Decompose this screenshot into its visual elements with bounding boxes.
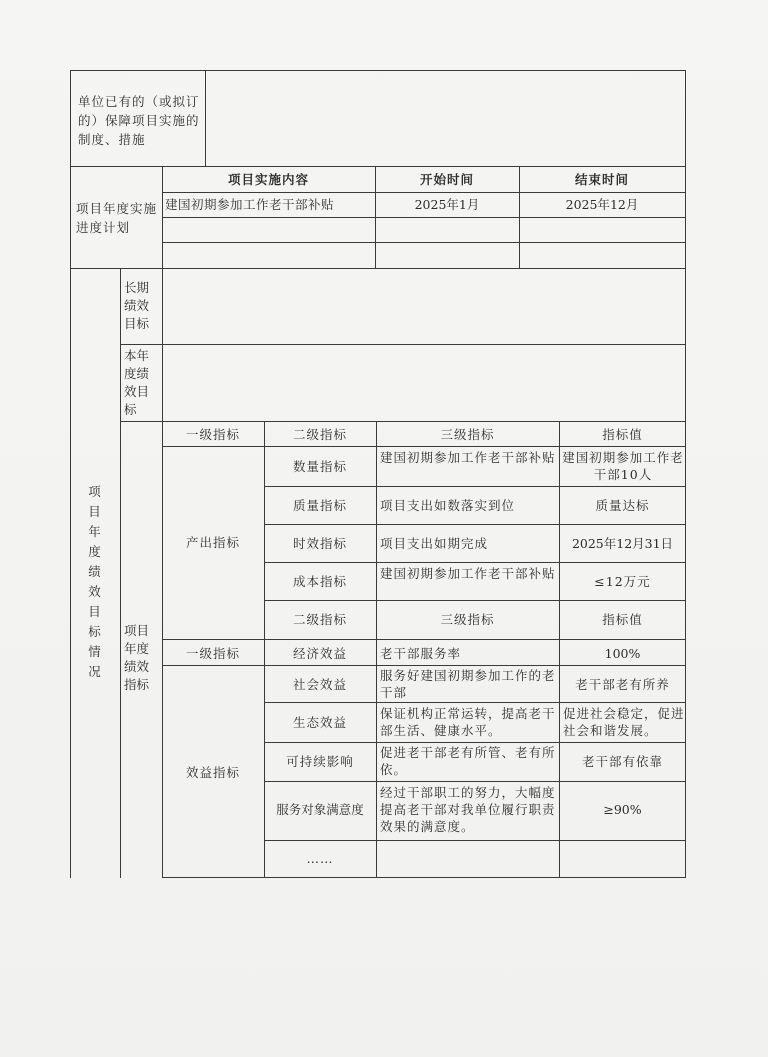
long-term-label: 长期绩效目标 [124, 280, 150, 331]
l3-cell: 老干部服务率 [380, 646, 462, 661]
l2-cell: 经济效益 [292, 646, 347, 661]
l3-cell: 项目支出如数落实到位 [380, 498, 516, 513]
schedule-cell: 2025年12月 [565, 197, 639, 212]
output-label: 产出指标 [185, 535, 240, 550]
l2-cell: 社会效益 [292, 677, 347, 692]
col-header: 三级指标 [440, 427, 495, 442]
schedule-header-end: 结束时间 [574, 172, 629, 187]
l2-cell: 数量指标 [292, 459, 347, 474]
l2-cell: 质量指标 [292, 498, 347, 513]
level1-label: 一级指标 [185, 646, 240, 661]
schedule-header-content: 项目实施内容 [227, 172, 309, 187]
schedule-label: 项目年度实施进度计划 [76, 201, 158, 235]
rule [162, 268, 163, 878]
rule [264, 524, 686, 525]
schedule-header-start: 开始时间 [419, 172, 474, 187]
col-header: 一级指标 [185, 427, 240, 442]
rule [264, 600, 686, 601]
rule [120, 421, 686, 422]
rule [376, 421, 377, 878]
rule [70, 70, 686, 71]
value-cell: 质量达标 [595, 498, 650, 513]
value-cell: ≥90% [603, 802, 642, 817]
l2-cell: 可持续影响 [286, 754, 354, 769]
measures-label: 单位已有的（或拟订的）保障项目实施的制度、措施 [78, 94, 200, 147]
rule [264, 486, 686, 487]
l3-cell: 促进老干部老有所管、老有所依。 [380, 745, 556, 777]
rule [162, 665, 686, 666]
l3-cell: 建国初期参加工作老干部补贴 [380, 566, 556, 581]
l3-cell: 经过干部职工的努力，大幅度提高老干部对我单位履行职责效果的满意度。 [380, 785, 556, 834]
col-header: 二级指标 [292, 612, 347, 627]
rule [162, 192, 686, 193]
perf-side-label: 项目年度绩效目标情况 [88, 484, 102, 679]
value-cell: 老干部老有所养 [575, 677, 670, 692]
rule [264, 840, 686, 841]
rule [162, 639, 686, 640]
rule [264, 562, 686, 563]
value-cell: 建国初期参加工作老干部10人 [562, 450, 684, 482]
l2-cell: 时效指标 [292, 536, 347, 551]
l3-cell: 项目支出如期完成 [380, 536, 489, 551]
value-cell: 2025年12月31日 [571, 536, 674, 551]
schedule-cell: 建国初期参加工作老干部补贴 [165, 197, 335, 212]
rule [264, 702, 686, 703]
annual-label: 本年度绩效目标 [124, 348, 150, 417]
l3-cell: 服务好建国初期参加工作的老干部 [380, 668, 556, 700]
l3-cell: 建国初期参加工作老干部补贴 [380, 450, 556, 465]
rule [264, 742, 686, 743]
value-cell: 100% [604, 646, 641, 661]
rule [162, 877, 686, 878]
value-cell: 老干部有依靠 [581, 754, 663, 769]
l2-cell: 服务对象满意度 [276, 802, 364, 817]
col-header: 二级指标 [292, 427, 347, 442]
benefit-label: 效益指标 [185, 765, 240, 780]
rule [162, 446, 686, 447]
rule [120, 344, 686, 345]
schedule-cell: 2025年1月 [414, 197, 480, 212]
indicator-label: 项目年度绩效指标 [124, 623, 150, 692]
col-header: 指标值 [602, 612, 643, 627]
l2-cell: 生态效益 [292, 715, 347, 730]
rule [205, 70, 206, 166]
rule [162, 217, 686, 218]
rule [162, 242, 686, 243]
l2-cell: 成本指标 [292, 574, 347, 589]
rule [120, 268, 121, 878]
l3-cell: 保证机构正常运转，提高老干部生活、健康水平。 [380, 706, 556, 738]
rule [264, 781, 686, 782]
col-header: 指标值 [602, 427, 643, 442]
ellipsis: …… [306, 851, 334, 866]
rule [70, 70, 71, 878]
value-cell: ≤12万元 [594, 574, 651, 589]
value-cell: 促进社会稳定，促进社会和谐发展。 [563, 706, 685, 738]
col-header: 三级指标 [440, 612, 495, 627]
